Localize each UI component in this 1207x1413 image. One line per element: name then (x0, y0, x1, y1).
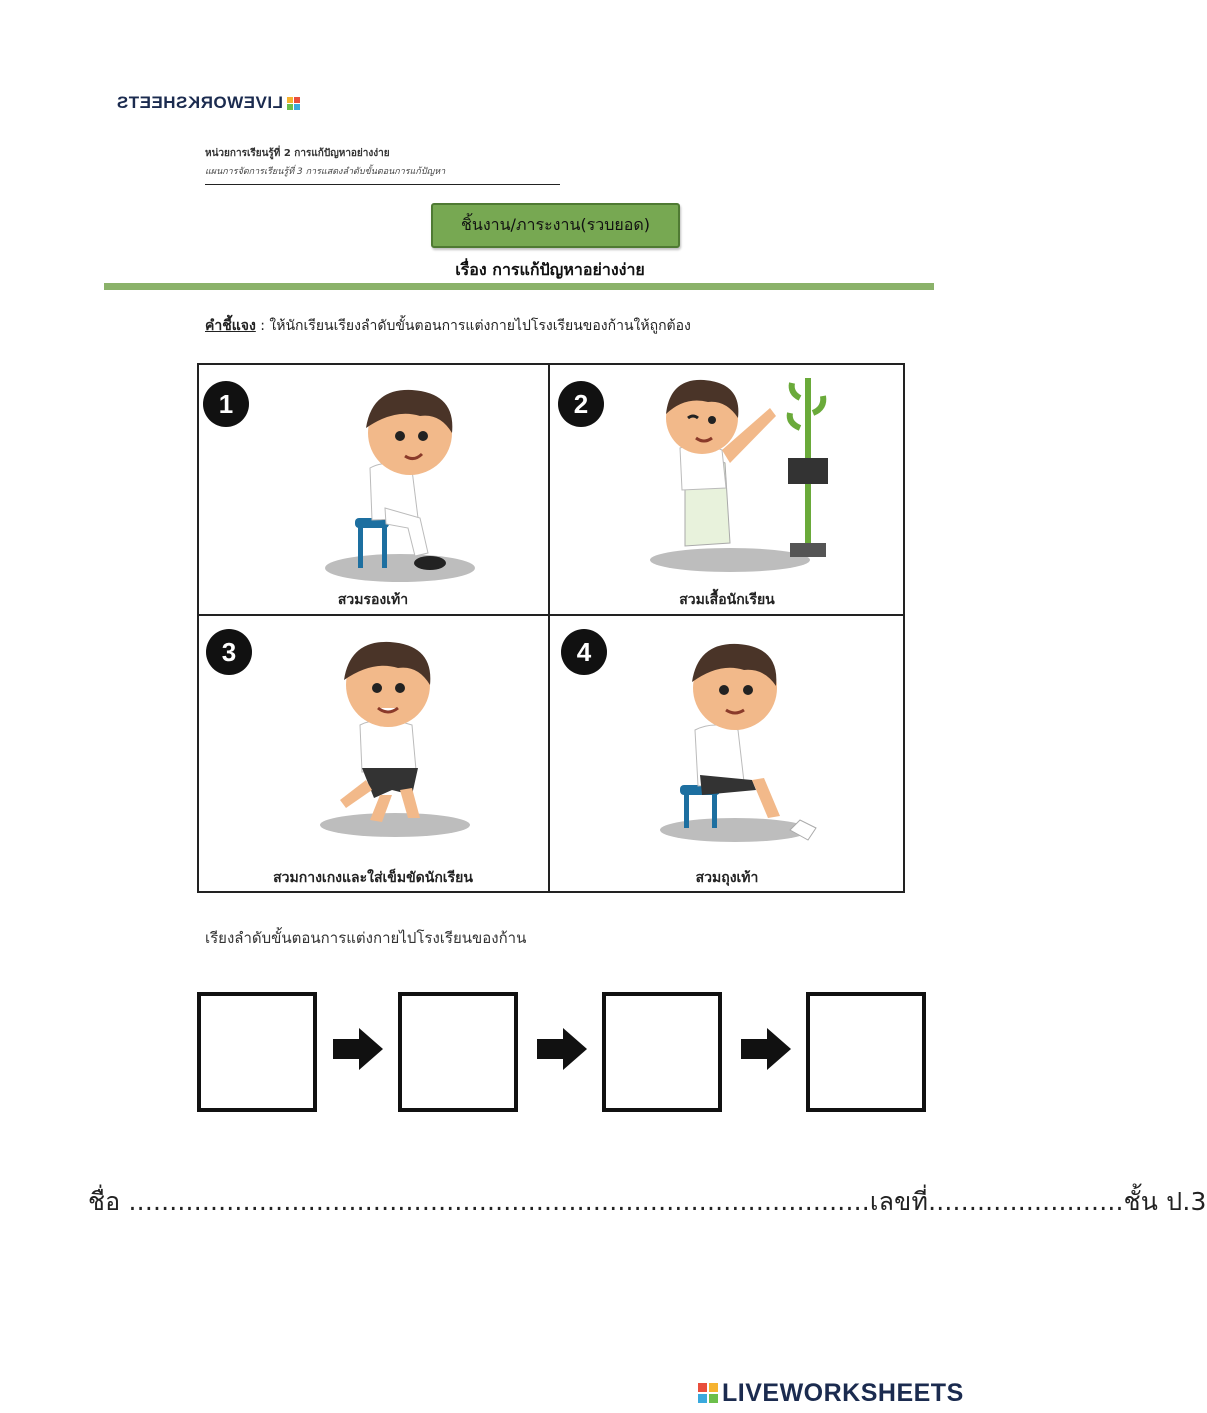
subject-title: เรื่อง การแก้ปัญหาอย่างง่าย (455, 260, 645, 279)
step-number-badge: 4 (561, 629, 607, 675)
arrow-right-icon (535, 1026, 589, 1072)
task-label-box: ชิ้นงาน/ภาระงาน(รวบยอด) (431, 203, 680, 248)
boy-putting-on-shoes-illustration (300, 378, 500, 588)
boy-putting-on-pants-illustration (300, 630, 500, 840)
liveworksheets-logo-bottom (698, 1378, 964, 1408)
arrow-right-icon (331, 1026, 385, 1072)
liveworksheets-logo-top (100, 92, 300, 114)
answer-box-2[interactable] (398, 992, 518, 1112)
step-number-badge: 3 (206, 629, 252, 675)
unit-title: หน่วยการเรียนรู้ที่ 2 การแก้ปัญหาอย่างง่าย (205, 148, 390, 159)
order-prompt: เรียงลำดับขั้นตอนการแต่งกายไปโรงเรียนของก้าน (205, 929, 527, 947)
grid-divider-vertical (548, 363, 550, 893)
instruction (205, 315, 691, 337)
step-number-badge: 1 (203, 381, 249, 427)
grid-divider-horizontal (197, 614, 905, 616)
answer-box-1[interactable] (197, 992, 317, 1112)
answer-box-3[interactable] (602, 992, 722, 1112)
plan-title: แผนการจัดการเรียนรู้ที่ 3 การแสดงลำดับขั้นตอนการแก้ปัญหา (205, 167, 446, 177)
arrow-right-icon (739, 1026, 793, 1072)
logo-text: LIVEWORKSHEETS (722, 1378, 964, 1407)
answer-box-4[interactable] (806, 992, 926, 1112)
logo-blocks-icon (698, 1383, 718, 1403)
picture-caption: สวมรองเท้า (337, 592, 409, 608)
picture-caption: สวมเสื้อนักเรียน (679, 592, 775, 608)
picture-caption: สวมถุงเท้า (695, 870, 759, 886)
boy-putting-on-socks-illustration (640, 630, 840, 840)
boy-putting-on-shirt-illustration (630, 368, 830, 578)
logo-text: LIVEWORKSHEETS (116, 93, 283, 112)
instruction-label: คำชี้แจง (205, 318, 256, 334)
green-divider (104, 283, 934, 290)
picture-caption: สวมกางเกงและใส่เข็มขัดนักเรียน (273, 870, 473, 886)
instruction-text: : ให้นักเรียนเรียงลำดับขั้นตอนการแต่งกายไปโรงเรียนของก้านให้ถูกต้อง (255, 318, 691, 334)
header-underline (205, 184, 560, 185)
student-info-line: ชื่อ ...........................................................................................เลขที่........................ชั้น ป.3 (88, 1187, 1207, 1216)
logo-blocks-icon (287, 97, 300, 110)
step-number-badge: 2 (558, 381, 604, 427)
